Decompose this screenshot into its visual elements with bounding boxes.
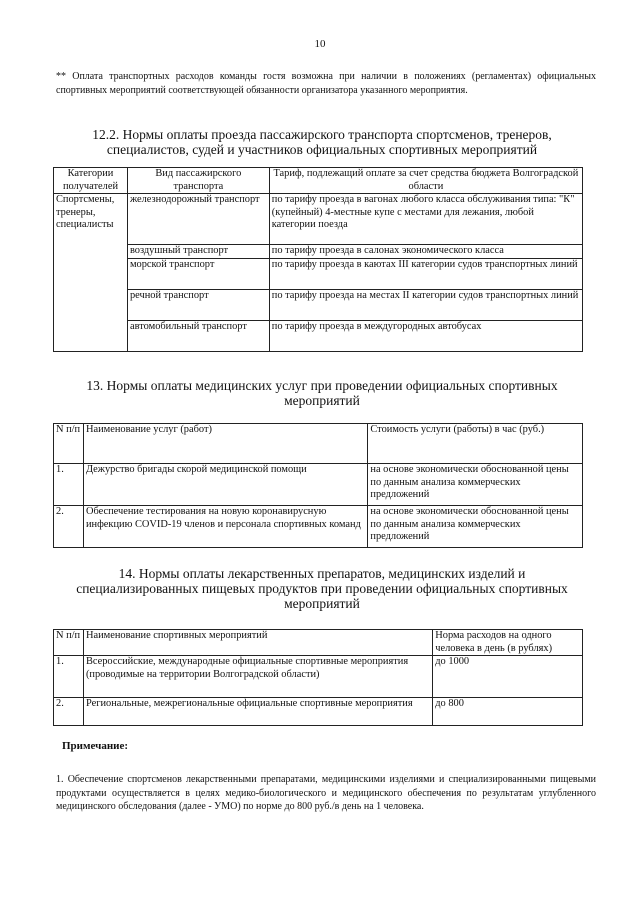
expense-norm: до 800 bbox=[433, 698, 583, 726]
row-number: 1. bbox=[54, 656, 84, 698]
footnote: ** Оплата транспортных расходов команды гостя возможна при наличии в положениях (регламентах) официальных спортивных мероприятий соответствующей обязанности организатора указанного мероприятия. bbox=[56, 71, 596, 96]
row-number: 2. bbox=[54, 698, 84, 726]
expense-norm: до 1000 bbox=[433, 656, 583, 698]
header-cell: Норма расходов на одного человека в день (в рублях) bbox=[433, 630, 583, 656]
table-header-row bbox=[54, 168, 583, 194]
table-row bbox=[54, 290, 583, 321]
tariff-cell: по тарифу проезда на местах II категории судов транспортных линий bbox=[269, 290, 582, 321]
table-row bbox=[54, 245, 583, 259]
header-cell: Категории получателей bbox=[54, 168, 128, 194]
table-row bbox=[54, 194, 583, 245]
row-number: 2. bbox=[54, 506, 84, 548]
service-name: Дежурство бригады скорой медицинской помощи bbox=[83, 464, 367, 506]
tariff-cell: по тарифу проезда в вагонах любого класса обслуживания типа: "К" (купейный) 4-местные купе с местами для лежания, любой категории поезда bbox=[269, 194, 582, 245]
note-text: 1. Обеспечение спортсменов лекарственными препаратами, медицинскими изделиями и специализированными пищевыми продуктами осуществляется в целях медико-биологического и медицинского обеспечения по результатам углубленного медицинского обследования (далее - УМО) по норме до 800 руб./в день на 1 человека. bbox=[56, 774, 596, 812]
table-row bbox=[54, 321, 583, 352]
header-cell: Наименование услуг (работ) bbox=[83, 424, 367, 464]
table-row bbox=[54, 464, 583, 506]
transport-cell: воздушный транспорт bbox=[127, 245, 269, 259]
tariff-cell: по тарифу проезда в каютах III категории судов транспортных линий bbox=[269, 259, 582, 290]
transport-cell: железнодорожный транспорт bbox=[127, 194, 269, 245]
service-name: Обеспечение тестирования на новую коронавирусную инфекцию COVID-19 членов и персонала спортивных команд bbox=[83, 506, 367, 548]
table-row bbox=[54, 698, 583, 726]
transport-cell: морской транспорт bbox=[127, 259, 269, 290]
service-cost: на основе экономически обоснованной цены по данным анализа коммерческих предложений bbox=[368, 464, 583, 506]
table-header-row bbox=[54, 424, 583, 464]
page-number: 10 bbox=[314, 38, 326, 50]
event-name: Региональные, межрегиональные официальные спортивные мероприятия bbox=[83, 698, 432, 726]
tariff-cell: по тарифу проезда в салонах экономического класса bbox=[269, 245, 582, 259]
note-title: Примечание: bbox=[62, 740, 129, 752]
table-row bbox=[54, 656, 583, 698]
section-12-title: 12.2. Нормы оплаты проезда пассажирского транспорта спортсменов, тренеров, специалистов, судей и участников официальных спортивных мероприятий bbox=[92, 127, 552, 157]
service-cost: на основе экономически обоснованной цены по данным анализа коммерческих предложений bbox=[368, 506, 583, 548]
category-cell: Спортсмены, тренеры, специалисты bbox=[54, 194, 128, 352]
header-cell: Стоимость услуги (работы) в час (руб.) bbox=[368, 424, 583, 464]
header-cell: N п/п bbox=[54, 424, 84, 464]
transport-cell: автомобильный транспорт bbox=[127, 321, 269, 352]
table-row bbox=[54, 506, 583, 548]
transport-cell: речной транспорт bbox=[127, 290, 269, 321]
header-cell: Наименование спортивных мероприятий bbox=[83, 630, 432, 656]
table-header-row bbox=[54, 630, 583, 656]
tariff-cell: по тарифу проезда в междугородных автобусах bbox=[269, 321, 582, 352]
row-number: 1. bbox=[54, 464, 84, 506]
table-row bbox=[54, 259, 583, 290]
header-cell: Тариф, подлежащий оплате за счет средства бюджета Волгоградской области bbox=[269, 168, 582, 194]
medicines-table bbox=[53, 629, 583, 726]
transport-table bbox=[53, 167, 583, 352]
header-cell: N п/п bbox=[54, 630, 84, 656]
event-name: Всероссийские, международные официальные спортивные мероприятия (проводимые на территории Волгоградской области) bbox=[83, 656, 432, 698]
medical-services-table bbox=[53, 423, 583, 548]
section-13-title: 13. Нормы оплаты медицинских услуг при проведении официальных спортивных мероприятий bbox=[86, 378, 558, 408]
header-cell: Вид пассажирского транспорта bbox=[127, 168, 269, 194]
section-14-title: 14. Нормы оплаты лекарственных препаратов, медицинских изделий и специализированных пищевых продуктов при проведении официальных спортивных мероприятий bbox=[76, 566, 568, 611]
